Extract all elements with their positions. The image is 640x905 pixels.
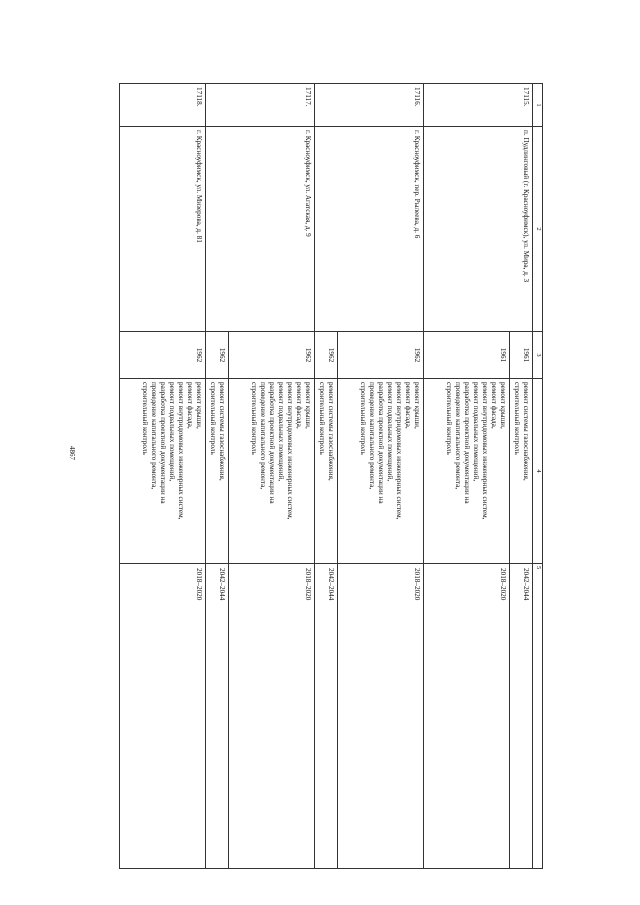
repair-works-cell	[206, 379, 229, 564]
repair-works-cell	[120, 379, 206, 564]
repair-work-item: ремонт системы газоснабжения,	[218, 382, 226, 481]
repair-work-item: ремонт внутридомовых инженерных систем,	[177, 382, 185, 520]
year-built-cell: 1961	[424, 332, 510, 379]
repair-works-cell	[510, 379, 533, 564]
repair-work-item: проведение капитального ремонта,	[454, 382, 462, 490]
repair-work-item: ремонт крыши,	[304, 382, 312, 429]
year-built-cell: 1962	[338, 332, 424, 379]
table-row	[229, 84, 315, 869]
repair-work-item: строительный контроль	[318, 382, 326, 455]
repair-period-cell: 2042–2044	[510, 564, 533, 869]
year-built-cell: 1962	[206, 332, 229, 379]
repair-period-cell: 2018–2020	[338, 564, 424, 869]
row-number: 17118.	[120, 84, 206, 127]
row-number: 17117.	[206, 84, 315, 127]
repair-work-item: строительный контроль	[513, 382, 521, 455]
repair-period-cell: 2018–2020	[229, 564, 315, 869]
year-built-cell: 1961	[510, 332, 533, 379]
address-cell: г. Красноуфимск, ул. Агатская, д. 9	[206, 127, 315, 332]
column-header-1: 1	[533, 84, 543, 127]
table-body	[120, 84, 533, 869]
repair-work-item: ремонт крыши,	[195, 382, 203, 429]
repair-work-item: ремонт внутридомовых инженерных систем,	[286, 382, 294, 520]
repair-work-item: ремонт внутридомовых инженерных систем,	[481, 382, 489, 520]
repair-works-cell	[229, 379, 315, 564]
table-row	[120, 84, 206, 869]
repair-works-cell	[338, 379, 424, 564]
table-row	[338, 84, 424, 869]
repair-work-item: проведение капитального ремонта,	[259, 382, 267, 490]
repair-work-item: ремонт фасада,	[295, 382, 303, 429]
repair-work-item: разработка проектной документации на	[268, 382, 276, 504]
capital-repair-table	[103, 83, 543, 843]
row-number: 17116.	[315, 84, 424, 127]
repair-work-item: строительный контроль	[359, 382, 367, 455]
repair-work-item: разработка проектной документации на	[377, 382, 385, 504]
repair-period-cell: 2042–2044	[206, 564, 229, 869]
repair-work-item: ремонт подвальных помещений,	[168, 382, 176, 482]
column-header-4: 4	[533, 379, 543, 564]
year-built-cell: 1962	[120, 332, 206, 379]
address-cell: п. Пудлинговый (г. Красноуфимск), ул. Мира, д. 3	[424, 127, 533, 332]
column-header-5: 5	[533, 564, 543, 869]
repair-work-item: ремонт подвальных помещений,	[472, 382, 480, 482]
repair-work-item: ремонт фасада,	[186, 382, 194, 429]
year-built-cell: 1962	[315, 332, 338, 379]
repair-work-item: строительный контроль	[141, 382, 149, 455]
repair-work-item: ремонт крыши,	[499, 382, 507, 429]
repair-work-item: разработка проектной документации на	[463, 382, 471, 504]
row-number: 17115.	[424, 84, 533, 127]
repair-work-item: проведение капитального ремонта,	[150, 382, 158, 490]
repair-work-item: ремонт подвальных помещений,	[386, 382, 394, 482]
repair-period-cell: 2042–2044	[315, 564, 338, 869]
repair-work-item: разработка проектной документации на	[159, 382, 167, 504]
repair-work-item: ремонт системы газоснабжения,	[522, 382, 530, 481]
repair-work-item: ремонт подвальных помещений,	[277, 382, 285, 482]
year-built-cell: 1962	[229, 332, 315, 379]
repair-work-item: ремонт фасада,	[404, 382, 412, 429]
repair-works-cell	[424, 379, 510, 564]
repair-work-item: строительный контроль	[250, 382, 258, 455]
column-header-3: 3	[533, 332, 543, 379]
repair-work-item: проведение капитального ремонта,	[368, 382, 376, 490]
page-number: 4867	[68, 446, 76, 460]
table-row	[510, 84, 533, 869]
repair-period-cell: 2018–2020	[120, 564, 206, 869]
repair-work-item: строительный контроль	[209, 382, 217, 455]
repair-period-cell: 2018–2020	[424, 564, 510, 869]
repair-work-item: ремонт крыши,	[413, 382, 421, 429]
header-row	[533, 84, 543, 869]
repair-work-item: ремонт внутридомовых инженерных систем,	[395, 382, 403, 520]
repair-works-cell	[315, 379, 338, 564]
address-cell: г. Красноуфимск, пер. Рылеева, д. 6	[315, 127, 424, 332]
repair-work-item: строительный контроль	[445, 382, 453, 455]
address-cell: г. Красноуфимск, ул. Мизерова, д. 81	[120, 127, 206, 332]
column-header-2: 2	[533, 127, 543, 332]
repair-work-item: ремонт фасада,	[490, 382, 498, 429]
repair-work-item: ремонт системы газоснабжения,	[327, 382, 335, 481]
